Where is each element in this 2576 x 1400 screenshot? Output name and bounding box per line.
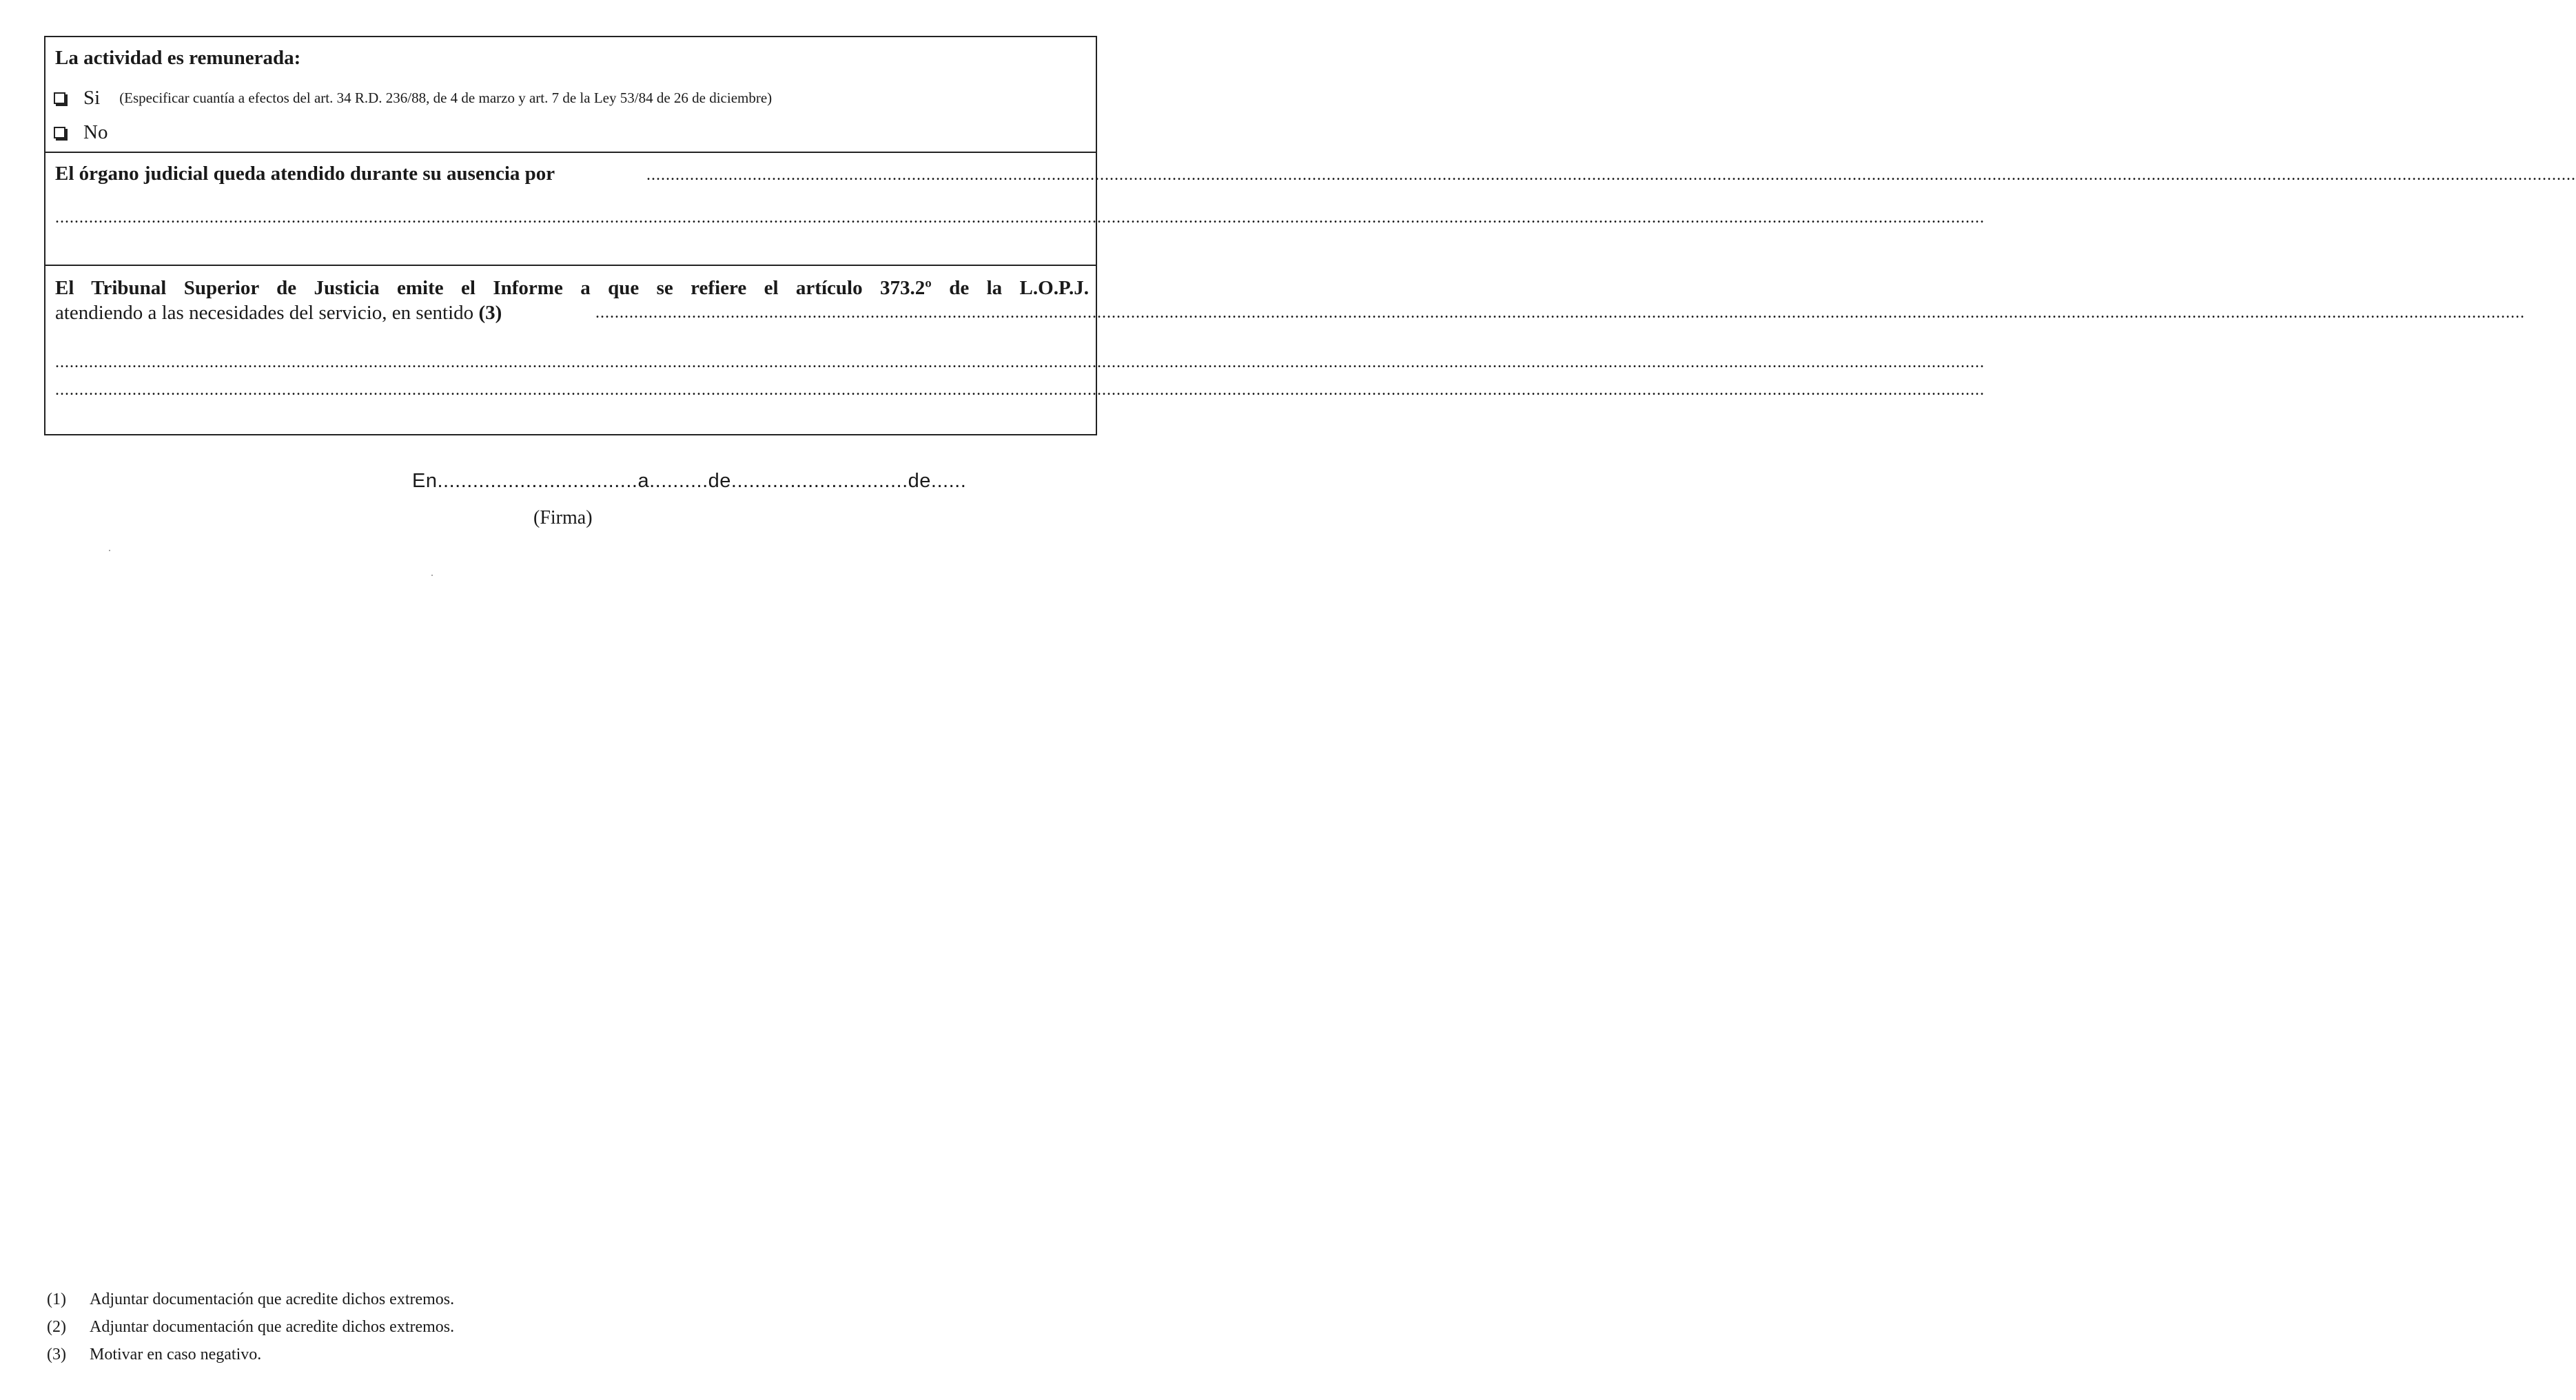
section-attended [45,153,2576,266]
place-blank[interactable]: .................................. [437,470,638,492]
footnote-2 [47,1313,454,1341]
report-line-2 [55,302,502,325]
report-fill-line-1[interactable]: ................................................................................................................................................................................................................................................................................................................................................................................................................ [595,304,2525,322]
day-blank[interactable]: .......... [649,470,708,492]
footnote-1-text: Adjuntar documentación que acredite dichos extremos. [90,1290,455,1308]
word-de-1: de [708,470,731,492]
footnote-3-number: (3) [47,1346,66,1363]
option-no-label: No [83,121,108,143]
attended-fill-line-2[interactable]: ................................................................................................................................................................................................................................................................................................................................................................................................................ [55,209,1985,227]
word-en: En [412,470,438,492]
report-title: El Tribunal Superior de Justicia emite el Informe a que se refiere el artículo 373.2º de la L.O.P.J. [55,277,1089,299]
footnote-1-number: (1) [47,1290,66,1308]
word-de-2: de [908,470,931,492]
section-remuneration [45,37,1096,153]
section-report [45,266,2525,434]
report-fill-line-3[interactable]: ................................................................................................................................................................................................................................................................................................................................................................................................................ [55,381,1985,399]
report-line-2-text: atendiendo a las necesidades del servicio, en sentido [55,302,474,324]
signature-caption: (Firma) [533,507,593,528]
year-blank[interactable]: ...... [930,470,967,492]
checkbox-si[interactable] [54,92,65,104]
footnote-2-text: Adjuntar documentación que acredite dichos extremos. [90,1318,455,1336]
report-footnote-ref: (3) [478,302,502,324]
report-fill-line-2[interactable]: ................................................................................................................................................................................................................................................................................................................................................................................................................ [55,353,1985,371]
attended-fill-line-1[interactable]: ................................................................................................................................................................................................................................................................................................................................................................................................................ [646,166,2576,184]
footnote-1 [47,1286,454,1313]
attended-title: El órgano judicial queda atendido durante su ausencia por [55,163,555,185]
word-a: a [637,470,650,492]
footnote-3-text: Motivar en caso negativo. [90,1346,262,1363]
footnotes [47,1286,454,1368]
option-si-row[interactable] [54,87,772,110]
option-no-row[interactable] [54,121,127,144]
remuneration-title: La actividad es remunerada: [55,47,301,69]
footnote-3 [47,1341,454,1368]
month-blank[interactable]: .............................. [730,470,908,492]
scan-speck [109,550,110,551]
option-si-label: Si [83,87,101,109]
place-date-line [412,470,966,493]
scan-speck [431,575,433,576]
form-box [44,36,2576,435]
option-si-note: (Especificar cuantía a efectos del art. 34 R.D. 236/88, de 4 de marzo y art. 7 de la Ley 53/84 de 26 de diciembre) [119,90,773,106]
footnote-2-number: (2) [47,1318,66,1336]
checkbox-no[interactable] [54,127,65,138]
